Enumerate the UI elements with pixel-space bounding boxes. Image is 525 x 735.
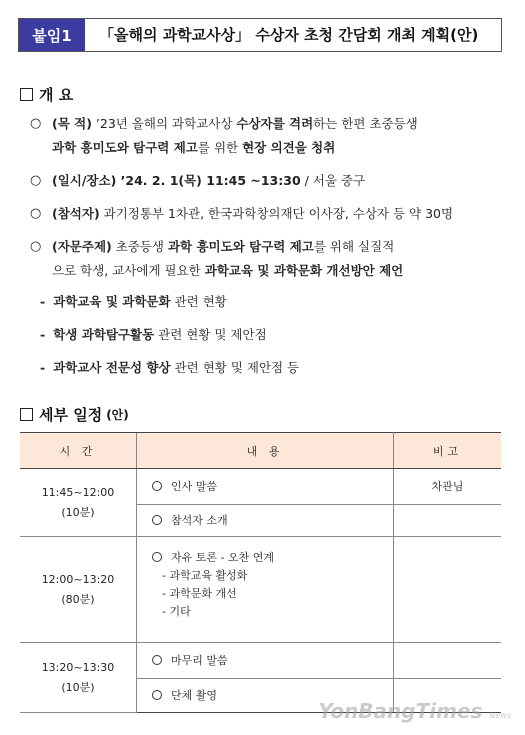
sub-topic: - 기타 <box>162 605 191 618</box>
text: 관련 현황 및 제안점 <box>154 327 267 342</box>
section-title: 개 요 <box>39 86 74 104</box>
content-cell <box>137 469 394 505</box>
purpose-item <box>30 112 505 160</box>
note-cell <box>394 643 502 679</box>
attendees-value: 과기정통부 1차관, 한국과학창의재단 이사장, 수상자 등 약 30명 <box>99 206 454 221</box>
emphasis: 과학교육 및 과학문화 <box>53 294 171 309</box>
circle-bullet-icon: ○ <box>30 173 42 188</box>
note-cell <box>394 469 502 505</box>
attendees-label: (참석자) <box>52 206 100 221</box>
content-text: 인사 말씀 <box>171 479 218 493</box>
square-bullet-icon <box>20 88 33 101</box>
purpose-label: (목 적) <box>52 116 92 131</box>
document-header <box>18 18 502 52</box>
section-overview-heading <box>20 84 73 105</box>
watermark <box>318 699 511 723</box>
topic-sub-item <box>40 358 299 378</box>
column-header-note: 비고 <box>394 433 502 469</box>
datetime-item <box>30 169 505 193</box>
note-cell <box>394 505 502 537</box>
duration: (10분) <box>61 680 95 694</box>
place-value: / 서울 중구 <box>300 173 366 188</box>
content-cell <box>137 643 394 679</box>
text: 으로 학생, 교사에게 필요한 <box>52 263 205 278</box>
note-text: 차관님 <box>431 480 464 493</box>
text: 를 위해 실질적 <box>313 239 395 254</box>
content-cell <box>137 537 394 643</box>
time-range: 13:20~13:30 <box>41 660 115 674</box>
duration: (10분) <box>61 505 95 519</box>
content-text: 자유 토론 - 오찬 연계 <box>171 551 274 564</box>
column-header-time: 시 간 <box>20 433 137 469</box>
circle-bullet-icon: ○ <box>30 116 42 131</box>
text: 관련 현황 및 제안점 등 <box>170 360 300 375</box>
text: 초중등생 <box>111 239 168 254</box>
emphasis: 수상자를 격려 <box>236 116 314 131</box>
time-range: 11:45~12:00 <box>41 485 115 499</box>
content-text: 참석자 소개 <box>171 513 228 527</box>
dash-bullet: - <box>40 327 46 342</box>
table-header-row <box>20 433 501 469</box>
sub-topic: - 과학문화 개선 <box>162 587 237 600</box>
emphasis: 학생 과학탐구활동 <box>53 327 155 342</box>
content-cell <box>137 505 394 537</box>
circle-bullet-icon <box>152 552 162 562</box>
time-cell <box>20 643 137 713</box>
circle-bullet-icon <box>152 655 162 665</box>
emphasis: 과학 흥미도와 탐구력 제고 <box>167 239 314 254</box>
circle-bullet-icon <box>152 481 162 491</box>
text: ’23년 올해의 과학교사상 <box>91 116 237 131</box>
text: 관련 현황 <box>170 294 227 309</box>
duration: (80분) <box>61 592 95 606</box>
topic-sub-item <box>40 325 267 345</box>
dash-bullet: - <box>40 294 46 309</box>
table-row <box>20 643 501 679</box>
emphasis: 현장 의견을 청취 <box>242 140 336 155</box>
circle-bullet-icon: ○ <box>30 206 42 221</box>
datetime-label: (일시/장소) <box>52 173 117 188</box>
watermark-subtext: News <box>489 711 511 720</box>
section-schedule-heading <box>20 404 129 425</box>
datetime-value: ’24. 2. 1(목) 11:45 ~13:30 <box>116 173 301 188</box>
column-header-content: 내 용 <box>137 433 394 469</box>
text: 를 위한 <box>197 140 243 155</box>
document-title: 「올해의 과학교사상」 수상자 초청 간담회 개최 계획(안) <box>99 26 479 44</box>
table-row <box>20 537 501 643</box>
time-cell <box>20 469 137 537</box>
circle-bullet-icon: ○ <box>30 239 42 254</box>
topic-item <box>30 235 505 283</box>
emphasis: 과학교육 및 과학문화 개선방안 제언 <box>204 263 404 278</box>
circle-bullet-icon <box>152 690 162 700</box>
topic-label: (자문주제) <box>52 239 112 254</box>
schedule-table <box>20 432 501 713</box>
attendees-item <box>30 202 505 226</box>
note-cell <box>394 537 502 643</box>
section-title-suffix: (안) <box>106 408 129 422</box>
attachment-badge: 붙임1 <box>19 19 85 51</box>
emphasis: 과학 흥미도와 탐구력 제고 <box>52 140 198 155</box>
section-title: 세부 일정 <box>39 406 103 424</box>
topic-sub-item <box>40 292 227 312</box>
text: 하는 한편 초중등생 <box>313 116 418 131</box>
sub-topic: - 과학교육 활성화 <box>162 569 248 582</box>
square-bullet-icon <box>20 408 33 421</box>
table-row <box>20 469 501 505</box>
dash-bullet: - <box>40 360 46 375</box>
time-cell <box>20 537 137 643</box>
circle-bullet-icon <box>152 515 162 525</box>
emphasis: 과학교사 전문성 향상 <box>53 360 171 375</box>
time-range: 12:00~13:20 <box>41 572 115 586</box>
content-text: 마무리 말씀 <box>171 653 228 667</box>
content-text: 단체 촬영 <box>171 688 218 702</box>
watermark-text: YonBangTimes <box>318 699 483 723</box>
